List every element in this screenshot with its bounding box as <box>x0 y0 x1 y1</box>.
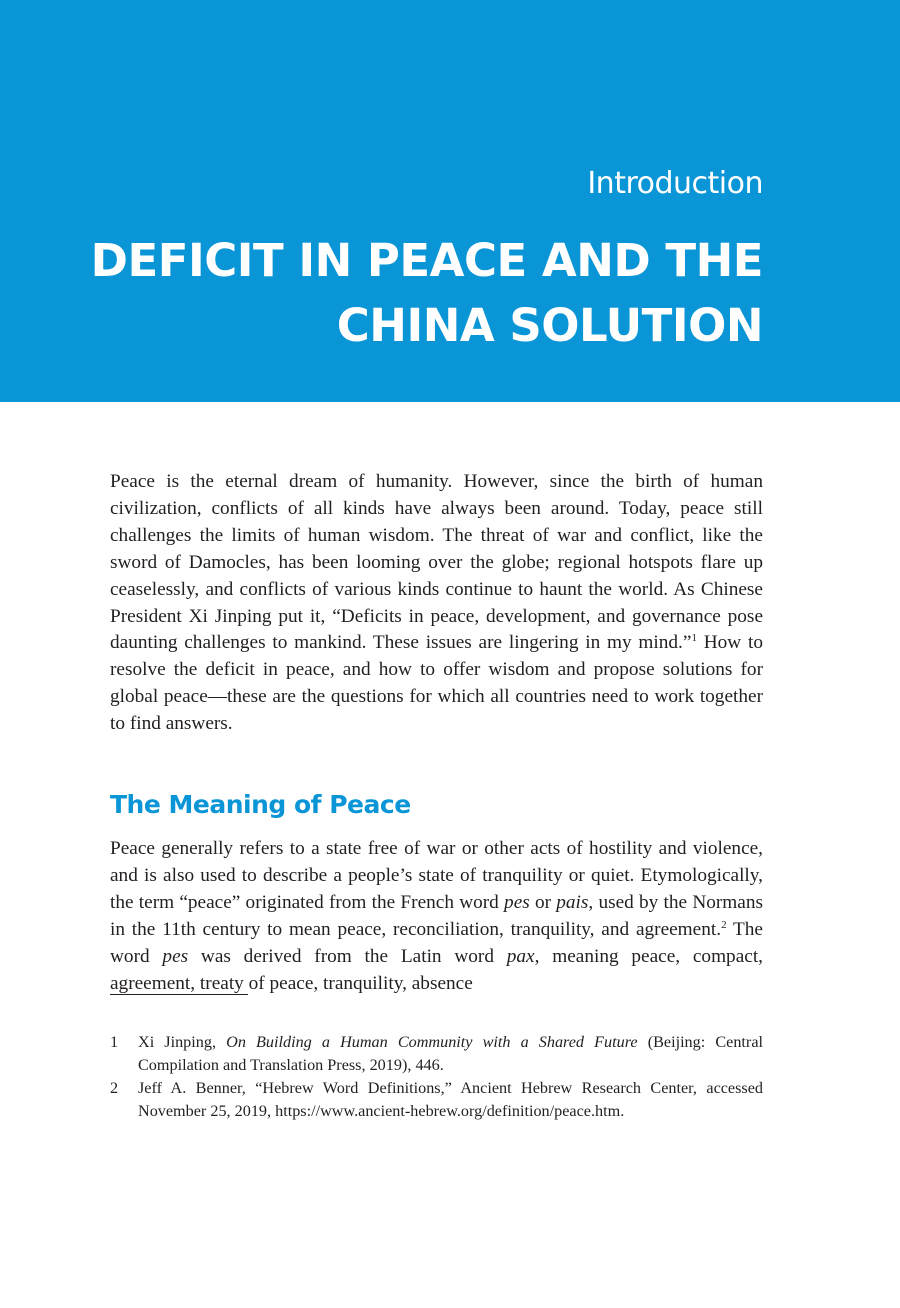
paragraph-text: or <box>529 891 557 913</box>
paragraph-text: Peace is the eternal dream of humanity. However, since the birth of human civilization, conflicts of all kinds have always been around. Today, peace still challenges the limits of human wisdom. The threat of war and conflict, like the sword of Damocles, has been looming over the globe; regional hotspots flare up ceaselessly, and conflicts of various kinds continue to haunt the world. As Chinese President Xi Jinping put it, “Deficits in peace, development, and governance pose daunting challenges to mankind. These issues are lingering in my mind.” <box>110 471 763 654</box>
chapter-kicker: Introduction <box>587 166 763 201</box>
footnote-1 <box>110 1031 763 1076</box>
italic-term: pais <box>556 891 589 913</box>
paragraph-text: How to resolve the deficit in peace, and how to offer wisdom and propose solutions for global peace—these are the questions for which all countries need to work together to find answers. <box>110 632 763 735</box>
footnote-text: Jeff A. Benner, “Hebrew Word Definitions,” Ancient Hebrew Research Center, accessed November 25, 2019, https://www.ancient-hebrew.org/definition/peace.htm. <box>138 1079 763 1120</box>
footnote-ref-1[interactable]: 1 <box>691 632 697 645</box>
footnote-text <box>138 1031 763 1076</box>
footnote-text-part: Xi Jinping, <box>138 1033 227 1051</box>
italic-term: pes <box>162 945 189 967</box>
meaning-paragraph <box>110 836 763 997</box>
paragraph-text: The word <box>110 918 763 967</box>
chapter-title-line: CHINA SOLUTION <box>336 299 763 352</box>
chapter-title-line: DEFICIT IN PEACE AND THE <box>90 234 763 287</box>
paragraph-text: , meaning peace, compact, agreement, treaty of peace, tranquility, absence <box>110 945 763 994</box>
chapter-header-banner <box>0 0 900 402</box>
section-heading: The Meaning of Peace <box>110 790 411 819</box>
chapter-title <box>91 228 763 358</box>
footnote-ref-2[interactable]: 2 <box>721 918 727 931</box>
footnote-number: 1 <box>110 1033 119 1051</box>
footnote-2 <box>110 1077 763 1122</box>
italic-term: pes <box>504 891 530 913</box>
italic-term: pax <box>506 945 535 967</box>
footnote-divider <box>110 994 248 995</box>
intro-paragraph <box>110 469 763 738</box>
footnote-number: 2 <box>110 1079 119 1097</box>
footnote-text-part: (Beijing: Central Compilation and Translation Press, 2019), 446. <box>138 1033 763 1074</box>
paragraph-text: , used by the Normans in the 11th century to mean peace, reconciliation, tranquility, and agreement. <box>110 891 764 940</box>
paragraph-text: Peace generally refers to a state free of war or other acts of hostility and violence, and is also used to describe a people’s state of tranquility or quiet. Etymologically, the term “peace” originated from the French word <box>110 838 763 913</box>
paragraph-text: was derived from the Latin word <box>188 945 507 967</box>
book-title: On Building a Human Community with a Shared Future <box>226 1033 638 1051</box>
